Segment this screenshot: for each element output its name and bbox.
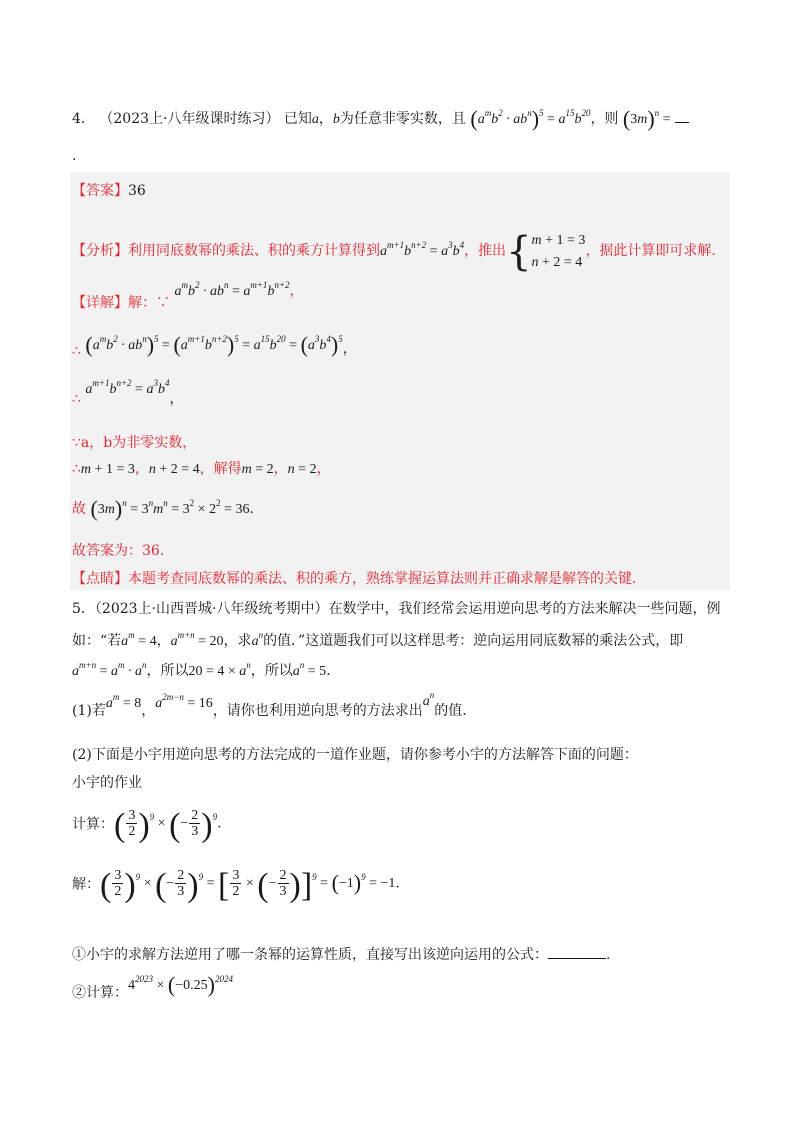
question-4-stem: 4． （2023上·八年级课时练习） 已知a，b为任意非零实数，且 $(a^mb^2 \cdot ab^n)^5 = a^{15}b^{20}$，则 $(3m)^n$ = <box>72 106 689 132</box>
question-5-circle-2: ②计算：$4^{2023} \times (-0.25)^{2024}$ <box>72 972 233 1001</box>
detail-line-1: 【详解】解：∵ $a^mb^2 \cdot ab^n = a^{m+1}b^{n+2}$， <box>72 280 304 311</box>
question-5-line-3: $a^{m+n} = a^m \cdot a^n$，所以$20 = 4 \times a^n$，所以$a^n = 5$． <box>72 660 341 679</box>
answer-line <box>72 180 146 200</box>
equation-system: { m + 1 = 3 n + 2 = 4 <box>506 229 586 276</box>
homework-calc: 计算：( $\frac{3}{2}$ )$^9$ × (− $\frac{2}{3}$ )$^9$. <box>72 806 222 844</box>
formula-blank <box>548 958 606 959</box>
question-5-circle-1: ①小宇的求解方法逆用了哪一条幂的运算性质，直接写出该逆向运用的公式： . <box>72 947 611 963</box>
question-5-line-2: 如：“若$a^m = 4$，$a^{m+n} = 20$，求$a^n$的值．”这道题我们可以这样思考：逆向运用同底数幂的乘法公式，即 <box>72 630 684 649</box>
question-number: 4． <box>72 111 95 127</box>
question-5-line-1: 5．（2023上·山西晋城·八年级统考期中）在数学中，我们经常会运用逆向思考的方法来解决一些问题，例 <box>72 601 721 617</box>
homework-title: 小宇的作业 <box>72 775 142 791</box>
detail-equation-3: $a^{m+1}b^{n+2} = a^3b^4$ <box>85 378 170 397</box>
detail-line-4: ∵a，b为非零实数， <box>72 435 197 451</box>
detail-equation-5d: n = 2 <box>287 462 317 477</box>
question-number: 5． <box>72 601 95 617</box>
detail-equation-6: $(3m)^n = 3^nm^n = 3^2 \times 2^2 = 36$ <box>90 496 250 521</box>
detail-equation-5a: m + 1 = 3 <box>80 462 135 477</box>
question-source: （2023上·八年级课时练习） <box>99 111 280 127</box>
question-5-part-1: (1)若$a^m = 8$，$a^{2m-n} = 16$，请你也利用逆向思考的方法求出$a^n$的值. <box>72 690 467 719</box>
homework-solution: 解：( $\frac{3}{2}$ )$^9$ × (− $\frac{2}{3}$ )$^9$ = [ $\frac{3}{2}$ × (− $\frac{2}{3}$ )]$^9 = (-1)^9 = -1$. <box>72 866 400 904</box>
analysis-equation: $a^{m+1}b^{n+2} = a^3b^4$ <box>380 240 465 260</box>
detail-equation-5b: n + 2 = 4 <box>148 462 200 477</box>
equation-given: $(a^mb^2 \cdot ab^n)^5 = a^{15}b^{20}$ <box>470 106 591 131</box>
target-expression: $(3m)^n$ = <box>622 106 671 131</box>
comment-label: 【点睛】 <box>72 571 128 587</box>
detail-line-2: ∴ $(a^mb^2 \cdot ab^n)^5 = (a^{m+1}b^{n+2})^5 = a^{15}b^{20} = (a^3b^4)^5$， <box>72 332 357 359</box>
detail-equation-1: $a^mb^2 \cdot ab^n = a^{m+1}b^{n+2}$ <box>174 280 290 299</box>
detail-equation-5c: m = 2 <box>241 462 274 477</box>
detail-line-5: ∴m + 1 = 3，n + 2 = 4，解得m = 2，n = 2， <box>72 461 331 477</box>
detail-line-3: ∴ $a^{m+1}b^{n+2} = a^3b^4$， <box>72 378 184 407</box>
answer-blank <box>675 110 689 123</box>
detail-equation-2: $(a^mb^2 \cdot ab^n)^5 = (a^{m+1}b^{n+2})^5 = a^{15}b^{20} = (a^3b^4)^5$ <box>85 332 343 357</box>
comment-line: 【点睛】本题考查同底数幂的乘法、积的乘方，熟练掌握运算法则并正确求解是解答的关键. <box>72 571 637 587</box>
detail-label: 【详解】 <box>72 295 128 311</box>
analysis-line: 【分析】利用同底数幂的乘法、积的乘方计算得到$a^{m+1}b^{n+2} = a^3b^4$，推出{ m + 1 = 3 n + 2 = 4 ，据此计算即可求解. <box>72 229 716 276</box>
question-4-tail: . <box>72 148 77 164</box>
detail-final: 故答案为：36. <box>72 543 165 559</box>
answer-value: 36 <box>128 183 146 199</box>
analysis-label: 【分析】 <box>72 243 128 260</box>
answer-label: 【答案】 <box>72 183 128 199</box>
detail-line-6: 故 $(3m)^n = 3^nm^n = 3^2 \times 2^2 = 36$. <box>72 496 254 521</box>
question-5-part-2: (2)下面是小宇用逆向思考的方法完成的一道作业题，请你参考小宇的方法解答下面的问题： <box>72 747 638 763</box>
